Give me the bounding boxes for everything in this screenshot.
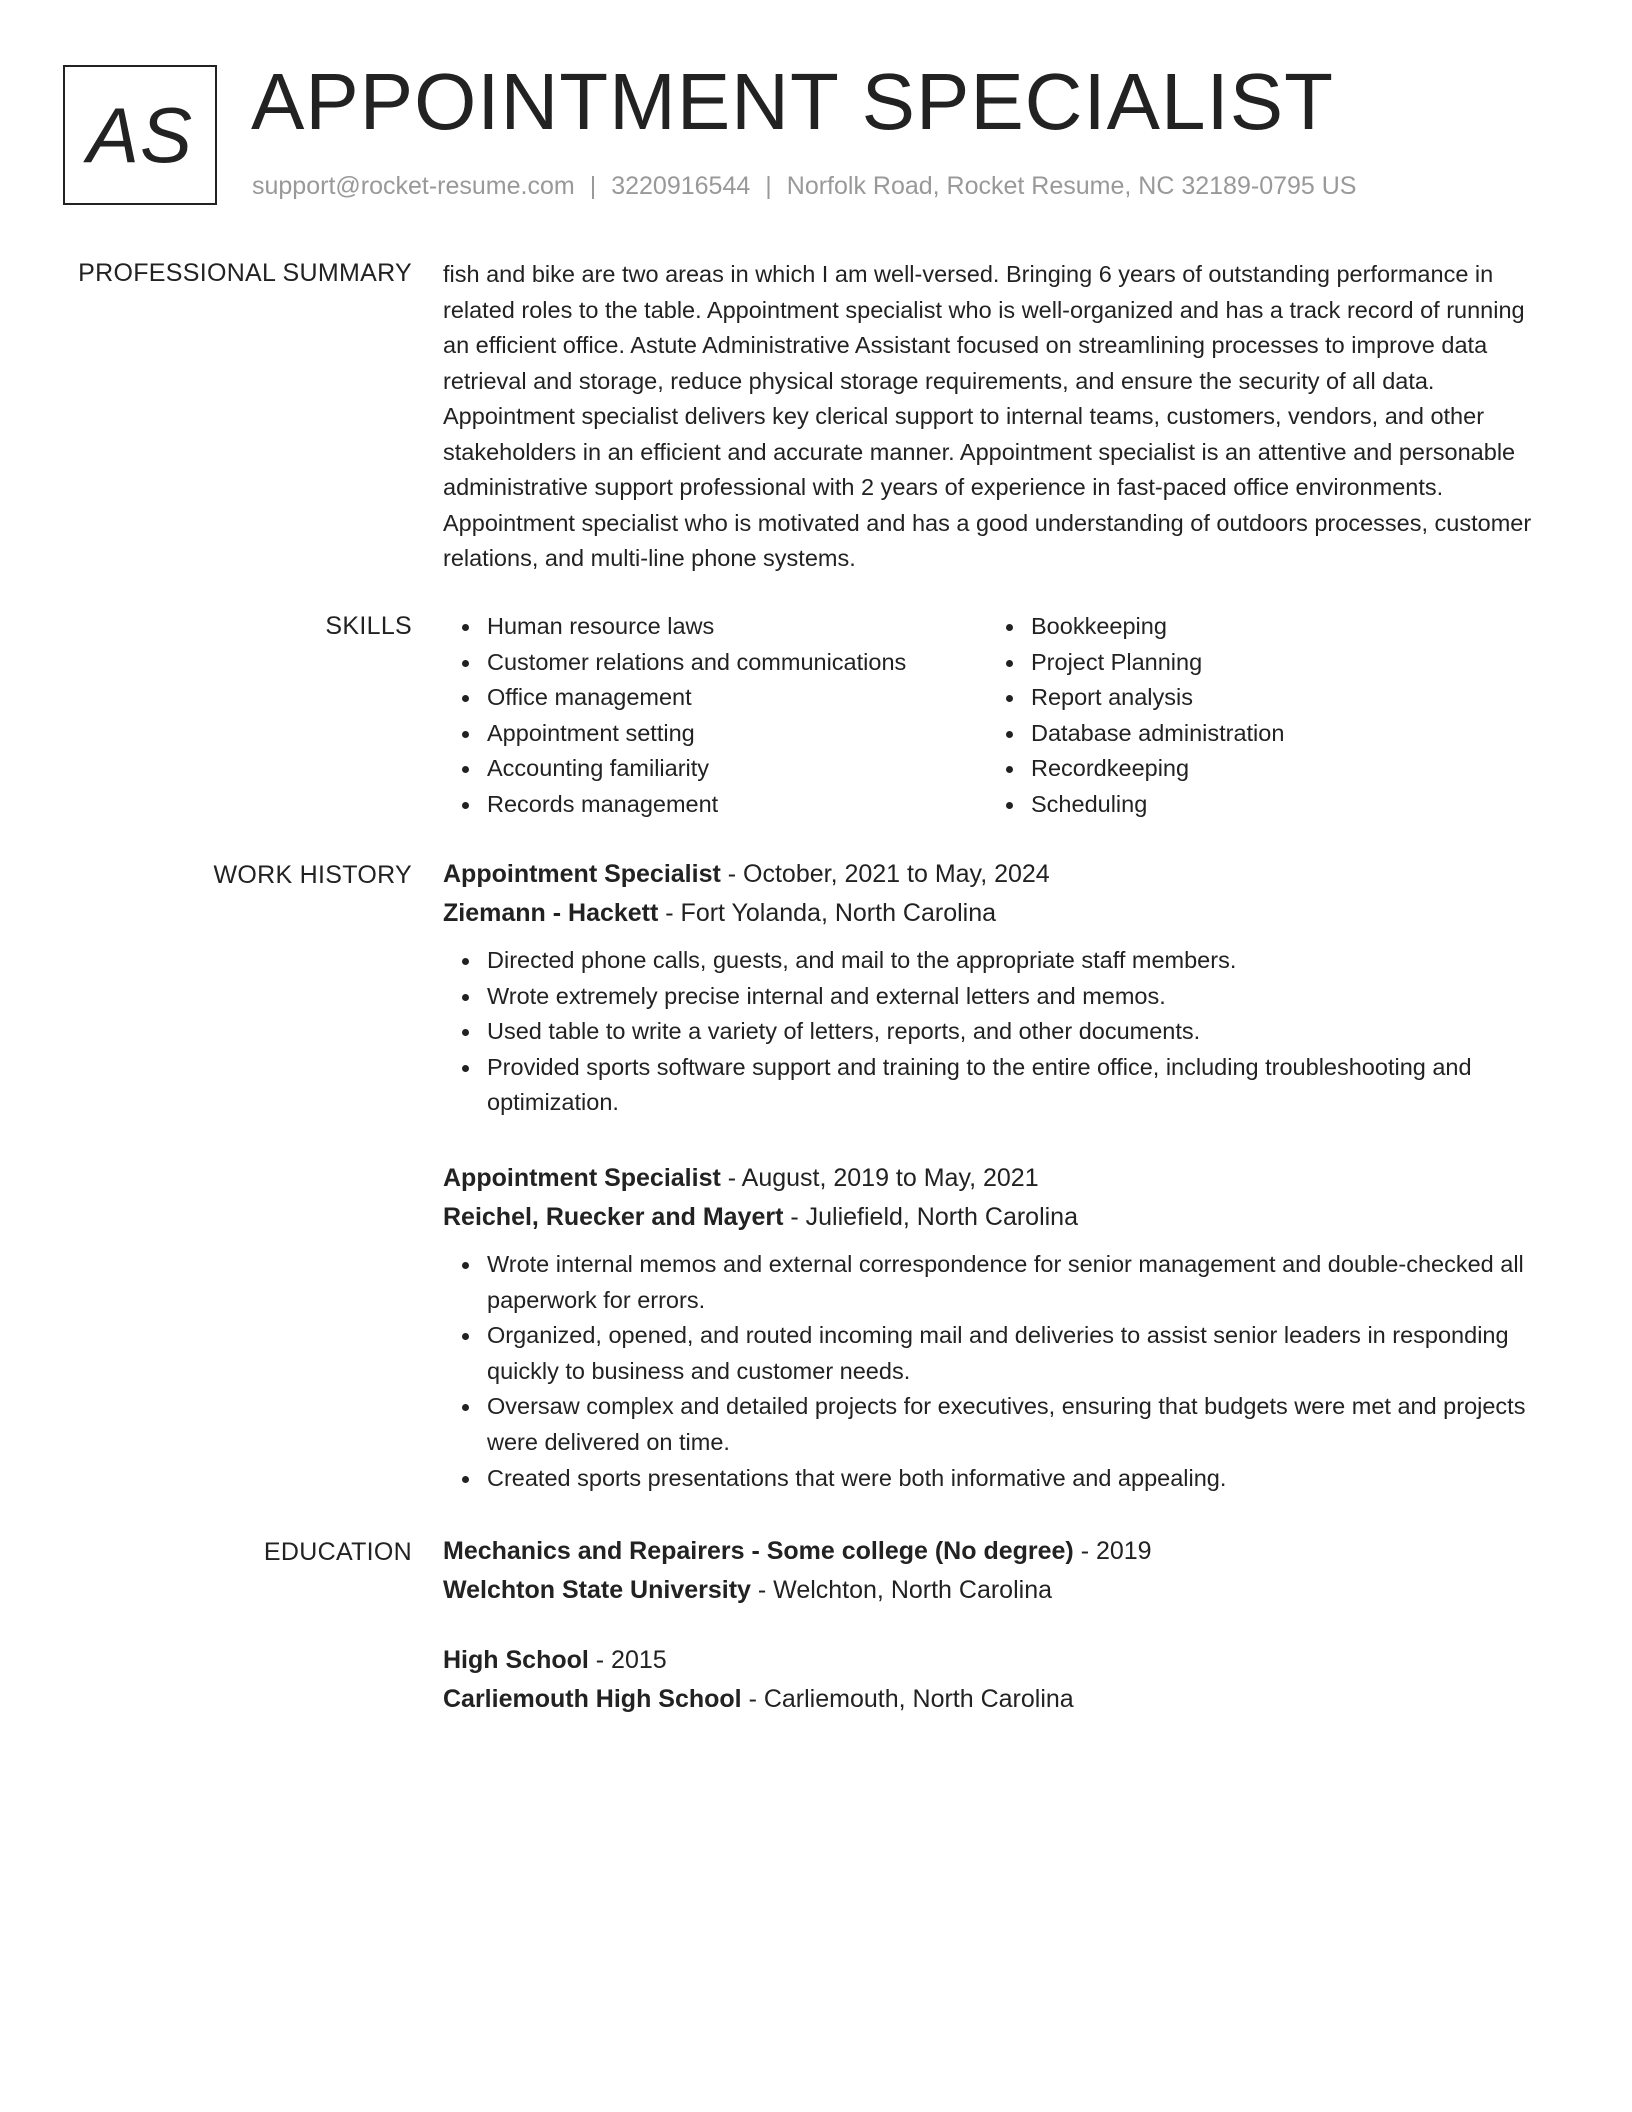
job-entry <box>443 855 1553 1121</box>
job-dates: - October, 2021 to May, 2024 <box>720 860 1050 888</box>
job-location: - Fort Yolanda, North Carolina <box>658 899 997 927</box>
education-entry <box>443 1532 1553 1610</box>
job-bullet: Created sports presentations that were both informative and appealing. <box>487 1461 1553 1497</box>
education-school: Carliemouth High School <box>443 1685 742 1713</box>
education-location: - Carliemouth, North Carolina <box>741 1685 1074 1713</box>
skills-heading: SKILLS <box>325 612 412 640</box>
education-year: - 2019 <box>1073 1537 1152 1565</box>
contact-address: Norfolk Road, Rocket Resume, NC 32189-0795 US <box>786 172 1357 200</box>
job-title-line <box>443 1159 1553 1198</box>
summary-body <box>443 257 1553 577</box>
skill-item: Appointment setting <box>487 716 987 752</box>
candidate-name: APPOINTMENT SPECIALIST <box>251 57 1334 146</box>
job-dates: - August, 2019 to May, 2021 <box>720 1164 1039 1192</box>
job-title: Appointment Specialist <box>443 860 721 888</box>
monogram-badge <box>63 65 217 205</box>
skills-list-left <box>443 609 987 823</box>
job-location: - Juliefield, North Carolina <box>783 1203 1078 1231</box>
education-heading: EDUCATION <box>263 1538 412 1566</box>
education-degree-line <box>443 1641 1553 1680</box>
skill-item: Office management <box>487 680 987 716</box>
skills-list-right <box>987 609 1284 823</box>
skill-item: Records management <box>487 787 987 823</box>
job-bullet: Used table to write a variety of letters, reports, and other documents. <box>487 1014 1553 1050</box>
job-company: Reichel, Ruecker and Mayert <box>443 1203 784 1231</box>
summary-text: fish and bike are two areas in which I am well-versed. Bringing 6 years of outstanding performance in related roles to the table. Appointment specialist who is well-organized and has a track record of running an efficient office. Astute Administrative Assistant focused on streamlining processes to improve data retrieval and storage, reduce physical storage requirements, and ensure the security of all data. Appointment specialist delivers key clerical support to internal teams, customers, vendors, and other stakeholders in an efficient and accurate manner. Appointment specialist is an attentive and personable administrative support professional with 2 years of experience in fast-paced office environments. Appointment specialist who is motivated and has a good understanding of outdoors processes, customer relations, and multi-line phone systems. <box>443 261 1532 571</box>
job-org-line <box>443 1198 1553 1237</box>
contact-separator: | <box>765 172 772 200</box>
education-location: - Welchton, North Carolina <box>750 1576 1053 1604</box>
job-company: Ziemann - Hackett <box>443 899 659 927</box>
job-bullets <box>443 943 1553 1121</box>
education-degree-line <box>443 1532 1553 1571</box>
job-title: Appointment Specialist <box>443 1164 721 1192</box>
education-year: - 2015 <box>588 1646 667 1674</box>
skill-item: Database administration <box>1031 716 1284 752</box>
education-school: Welchton State University <box>443 1576 751 1604</box>
education-entry <box>443 1641 1553 1719</box>
skills-body <box>443 609 1553 823</box>
contact-separator: | <box>589 172 597 200</box>
skill-item: Scheduling <box>1031 787 1284 823</box>
job-bullet: Oversaw complex and detailed projects for executives, ensuring that budgets were met and projects were delivered on time. <box>487 1389 1553 1460</box>
education-degree: Mechanics and Repairers - Some college (No degree) <box>443 1537 1074 1565</box>
job-title-line <box>443 855 1553 894</box>
skills-columns <box>443 609 1553 823</box>
contact-line <box>252 170 1356 203</box>
skill-item: Human resource laws <box>487 609 987 645</box>
education-school-line <box>443 1680 1553 1719</box>
job-org-line <box>443 894 1553 933</box>
skill-item: Recordkeeping <box>1031 751 1284 787</box>
skill-item: Customer relations and communications <box>487 645 987 681</box>
job-bullets <box>443 1247 1553 1496</box>
summary-heading: PROFESSIONAL SUMMARY <box>78 259 412 287</box>
monogram-initials: AS <box>86 90 194 179</box>
job-entry <box>443 1159 1553 1496</box>
skill-item: Project Planning <box>1031 645 1284 681</box>
contact-phone[interactable]: 3220916544 <box>611 172 751 200</box>
job-bullet: Directed phone calls, guests, and mail to the appropriate staff members. <box>487 943 1553 979</box>
work-history-heading: WORK HISTORY <box>213 861 412 889</box>
job-bullet: Organized, opened, and routed incoming mail and deliveries to assist senior leaders in responding quickly to business and customer needs. <box>487 1318 1553 1389</box>
job-bullet: Wrote extremely precise internal and external letters and memos. <box>487 979 1553 1015</box>
skill-item: Bookkeeping <box>1031 609 1284 645</box>
skill-item: Accounting familiarity <box>487 751 987 787</box>
contact-email[interactable]: support@rocket-resume.com <box>252 172 575 200</box>
education-degree: High School <box>443 1646 589 1674</box>
job-bullet: Provided sports software support and training to the entire office, including troubleshooting and optimization. <box>487 1050 1553 1121</box>
education-school-line <box>443 1571 1553 1610</box>
job-bullet: Wrote internal memos and external correspondence for senior management and double-checked all paperwork for errors. <box>487 1247 1553 1318</box>
skill-item: Report analysis <box>1031 680 1284 716</box>
